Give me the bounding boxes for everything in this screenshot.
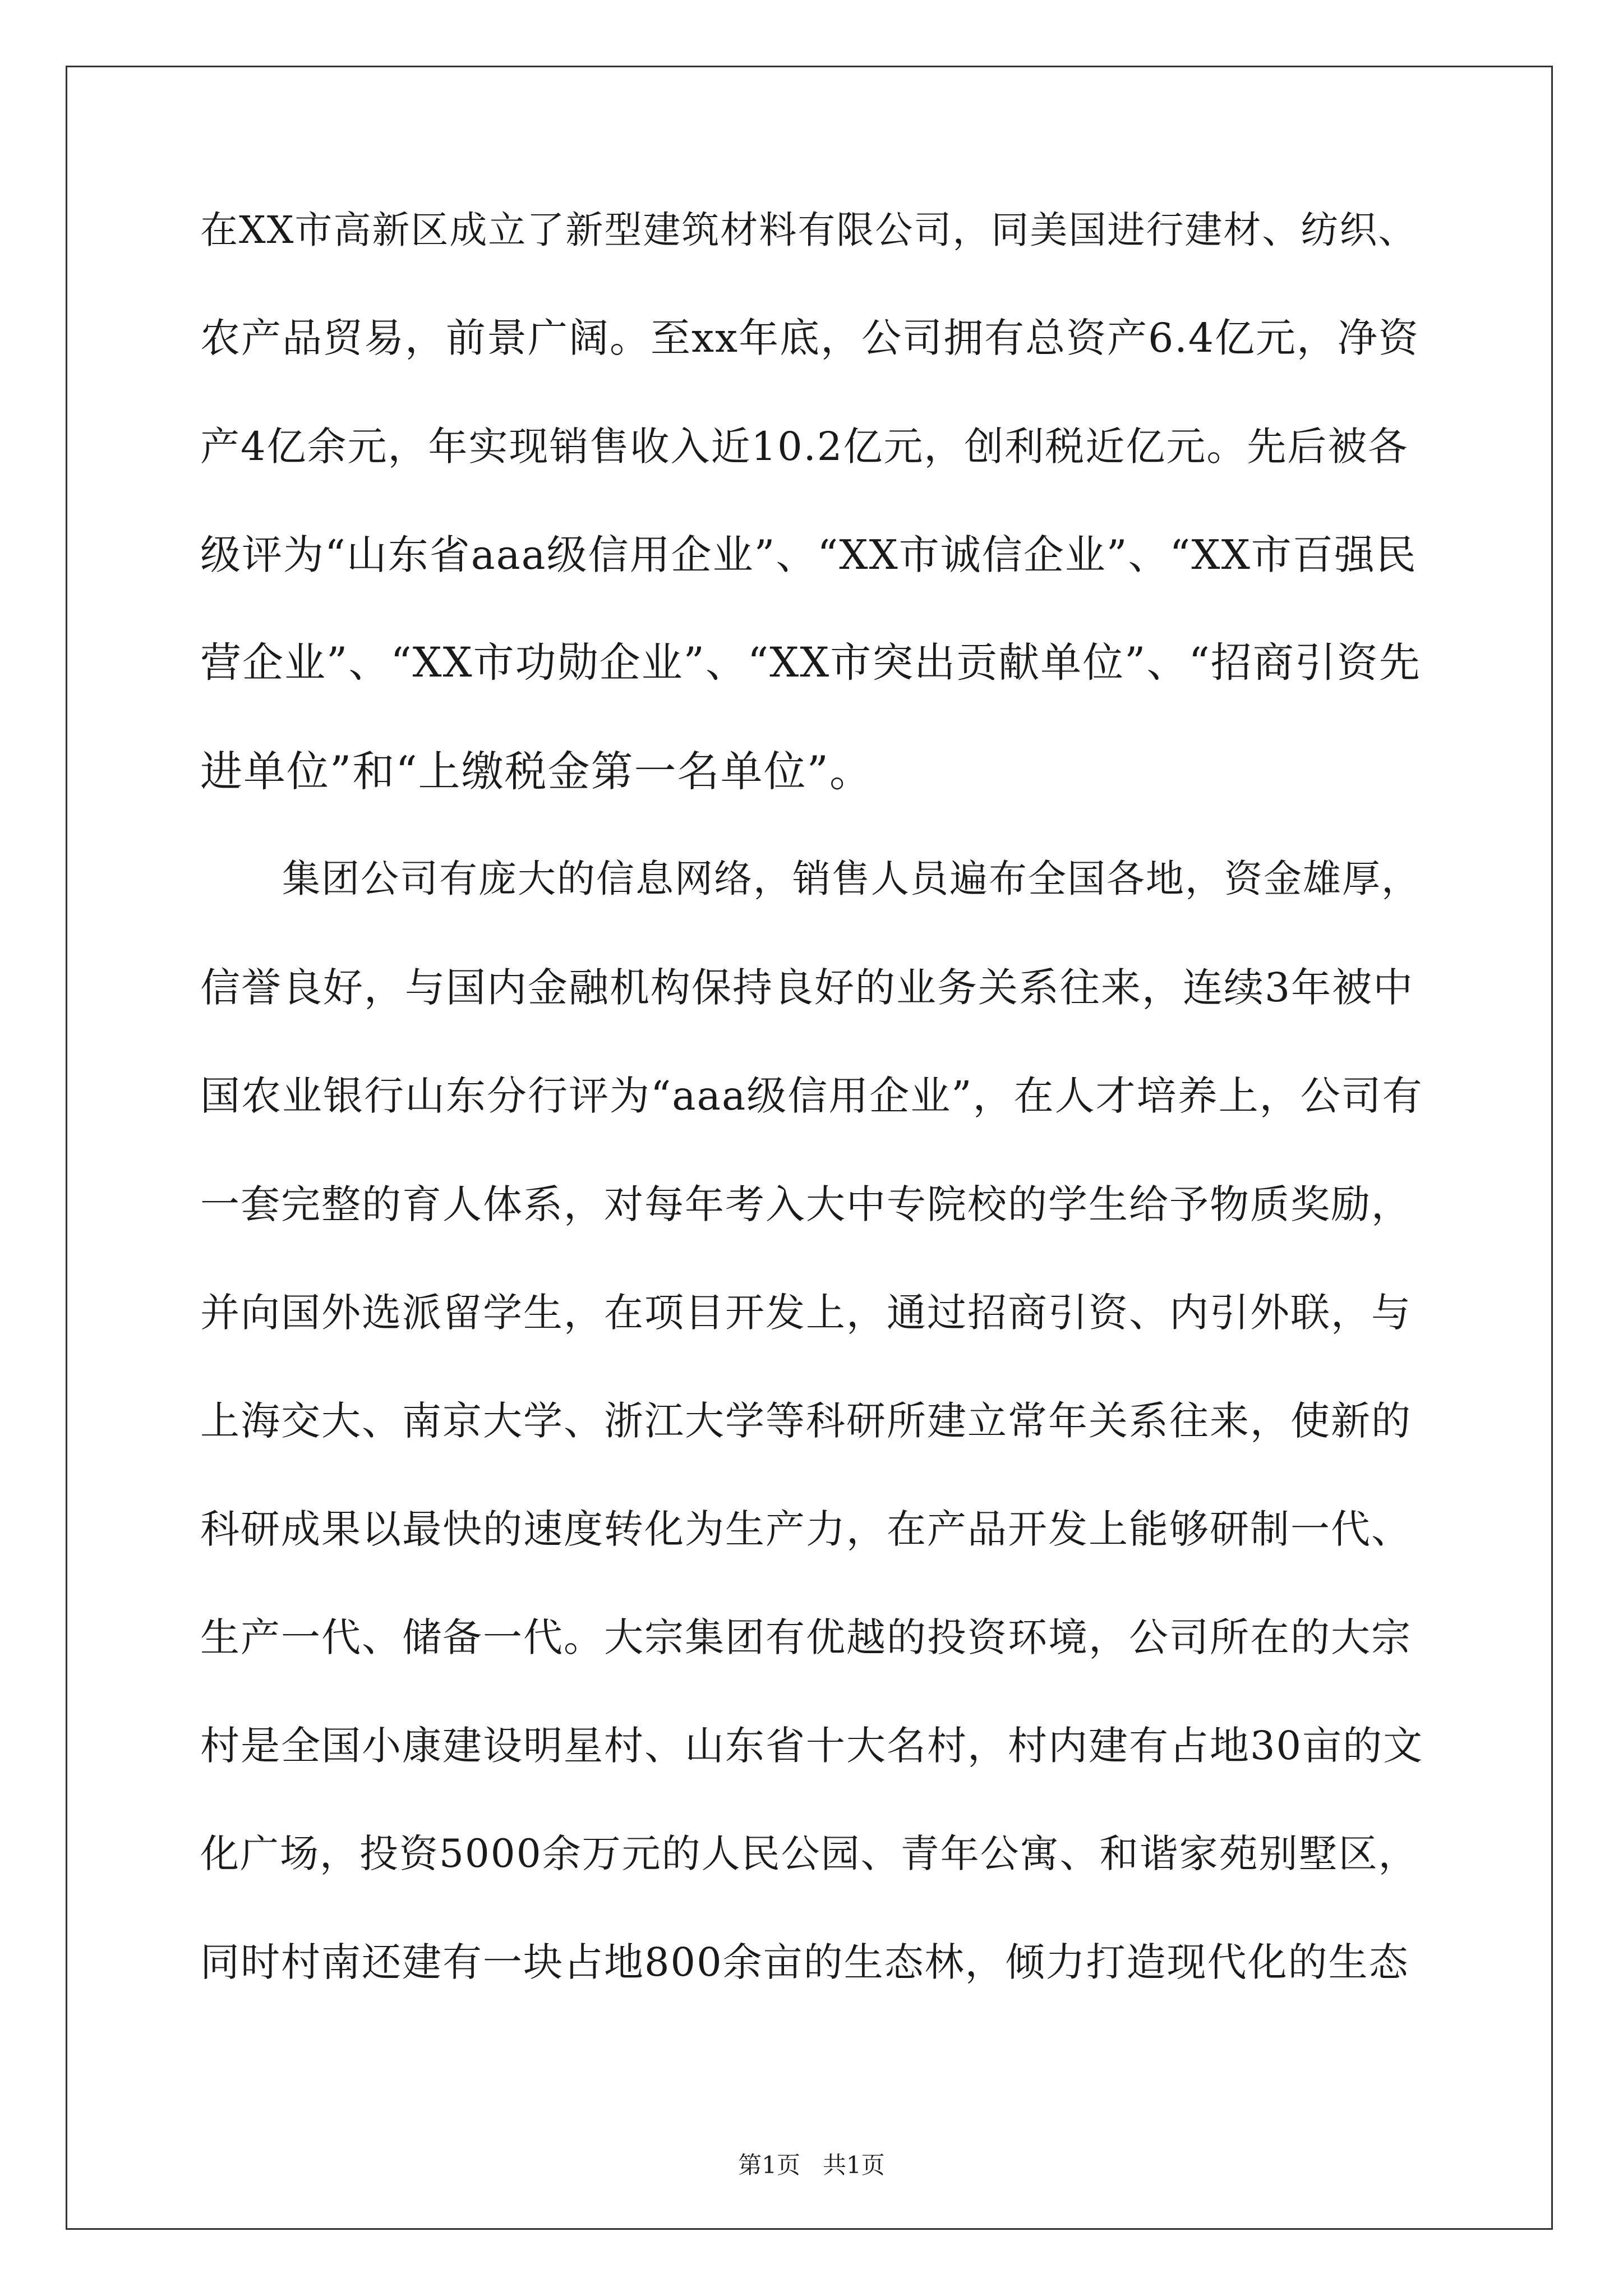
text-line-8: 信誉良好，与国内金融机构保持良好的业务关系往来，连续3年被中 xyxy=(200,964,1414,1011)
text-line-6: 进单位”和“上缴税金第一名单位”。 xyxy=(200,747,873,796)
text-line-4: 级评为“山东省aaa级信用企业”、“XX市诚信企业”、“XX市百强民 xyxy=(200,531,1417,578)
text-line-5: 营企业”、“XX市功勋企业”、“XX市突出贡献单位”、“招商引资先 xyxy=(200,639,1421,687)
page-number-footer: 第1页 共1页 xyxy=(738,2151,885,2179)
text-line-2: 农产品贸易，前景广阔。至xx年底，公司拥有总资产6.4亿元，净资 xyxy=(200,315,1419,361)
text-line-12: 上海交大、南京大学、浙江大学等科研所建立常年关系往来，使新的 xyxy=(200,1398,1412,1444)
text-line-1: 在XX市高新区成立了新型建筑材料有限公司，同美国进行建材、纺织、 xyxy=(200,208,1417,252)
text-line-11: 并向国外选派留学生，在项目开发上，通过招商引资、内引外联，与 xyxy=(200,1290,1412,1336)
text-line-13: 科研成果以最快的速度转化为生产力，在产品开发上能够研制一代、 xyxy=(200,1506,1412,1552)
text-line-14: 生产一代、储备一代。大宗集团有优越的投资环境，公司所在的大宗 xyxy=(200,1614,1412,1660)
text-line-17: 同时村南还建有一块占地800余亩的生态林，倾力打造现代化的生态 xyxy=(200,1939,1409,1985)
text-line-3: 产4亿余元，年实现销售收入近10.2亿元，创利税近亿元。先后被各 xyxy=(200,424,1409,470)
page-border xyxy=(66,66,1553,2230)
text-line-10: 一套完整的育人体系，对每年考入大中专院校的学生给予物质奖励， xyxy=(200,1181,1412,1227)
text-line-7: 集团公司有庞大的信息网络，销售人员遍布全国各地，资金雄厚， xyxy=(282,857,1421,901)
text-line-9: 国农业银行山东分行评为“aaa级信用企业”，在人才培养上，公司有 xyxy=(200,1073,1423,1119)
text-line-15: 村是全国小康建设明星村、山东省十大名村，村内建有占地30亩的文 xyxy=(200,1723,1424,1769)
text-line-16: 化广场，投资5000余万元的人民公园、青年公寓、和谐家苑别墅区， xyxy=(200,1832,1418,1876)
